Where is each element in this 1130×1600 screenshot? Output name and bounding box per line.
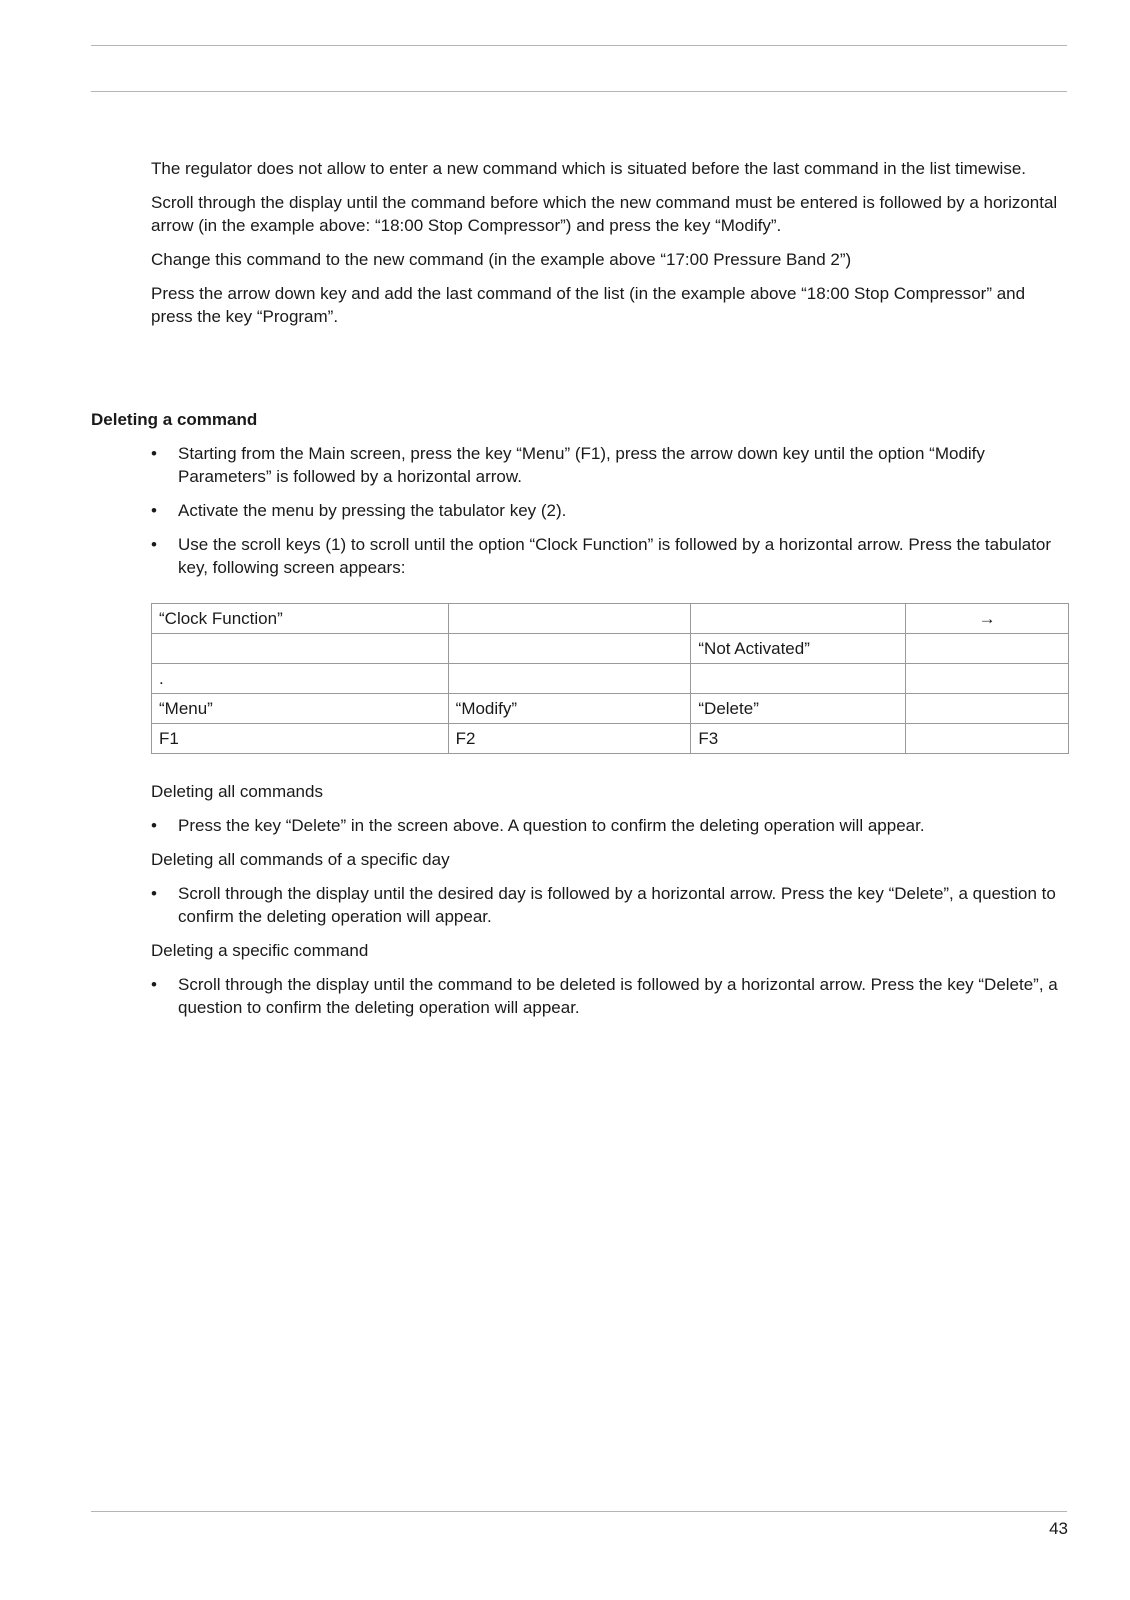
bullet-icon: •: [151, 975, 157, 994]
bullet-list: [151, 973, 1069, 1019]
table-cell: “Menu”: [152, 694, 449, 724]
table-row: [152, 604, 1069, 634]
page-number: 43: [1049, 1519, 1068, 1538]
subheading-delete-all: Deleting all commands: [151, 782, 323, 801]
table-row: [152, 634, 1069, 664]
intro-paragraph: Press the arrow down key and add the last command of the list (in the example above “18:00 Stop Compressor” and press the key “Program”.: [151, 284, 1026, 326]
table-cell: [691, 664, 906, 694]
delete-steps: [151, 442, 1069, 590]
intro-paragraph: Change this command to the new command (in the example above “17:00 Pressure Band 2”): [151, 250, 852, 269]
table-cell: .: [152, 664, 449, 694]
subheading-delete-specific: Deleting a specific command: [151, 941, 369, 960]
bullet-icon: •: [151, 816, 157, 835]
table-cell: [448, 634, 691, 664]
table-cell: [906, 694, 1069, 724]
table-cell: [906, 664, 1069, 694]
bullet-list: [151, 442, 1069, 579]
table-cell: “Modify”: [448, 694, 691, 724]
list-item: [151, 973, 1069, 1019]
list-item: [151, 499, 1069, 522]
subheading-delete-day: Deleting all commands of a specific day: [151, 850, 450, 869]
bullet-icon: •: [151, 535, 157, 554]
list-item-text: Activate the menu by pressing the tabulator key (2).: [178, 501, 567, 520]
list-item: [151, 533, 1069, 579]
list-item-text: Use the scroll keys (1) to scroll until the option “Clock Function” is followed by a horizontal arrow. Press the tabulator key, following screen appears:: [178, 535, 1052, 577]
table-cell: [448, 604, 691, 634]
table-cell: [906, 634, 1069, 664]
list-item: [151, 442, 1069, 488]
intro-section: [151, 157, 1069, 339]
bullet-icon: •: [151, 444, 157, 463]
intro-paragraph: Scroll through the display until the command before which the new command must be entered is followed by a horizontal arrow (in the example above: “18:00 Stop Compressor”) and press the key “Modify”.: [151, 193, 1058, 235]
right-arrow-icon: →: [906, 604, 1069, 634]
table-cell: F2: [448, 724, 691, 754]
list-item-text: Scroll through the display until the desired day is followed by a horizontal arrow. Press the key “Delete”, a question to confirm the deleting operation will appear.: [178, 884, 1056, 926]
list-item: [151, 814, 1069, 837]
bullet-list: [151, 814, 1069, 837]
table-row: [152, 664, 1069, 694]
table-row: [152, 724, 1069, 754]
header-rule-bottom: [91, 91, 1067, 92]
list-item-text: Press the key “Delete” in the screen above. A question to confirm the deleting operation will appear.: [178, 816, 925, 835]
table-cell: F3: [691, 724, 906, 754]
table-cell: [152, 634, 449, 664]
delete-options: [151, 780, 1069, 1030]
section-heading: Deleting a command: [91, 410, 258, 429]
table-cell: [906, 724, 1069, 754]
table-cell: “Clock Function”: [152, 604, 449, 634]
bullet-list: [151, 882, 1069, 928]
table-cell: “Delete”: [691, 694, 906, 724]
table-cell: F1: [152, 724, 449, 754]
list-item-text: Scroll through the display until the command to be deleted is followed by a horizontal arrow. Press the key “Delete”, a question to confirm the deleting operation will appear.: [178, 975, 1058, 1017]
list-item-text: Starting from the Main screen, press the key “Menu” (F1), press the arrow down key until the option “Modify Parameters” is followed by a horizontal arrow.: [178, 444, 985, 486]
intro-paragraph: The regulator does not allow to enter a new command which is situated before the last command in the list timewise.: [151, 159, 1026, 178]
header-rule-top: [91, 45, 1067, 46]
bullet-icon: •: [151, 501, 157, 520]
table-cell: “Not Activated”: [691, 634, 906, 664]
table-cell: [691, 604, 906, 634]
list-item: [151, 882, 1069, 928]
clock-function-screen-table: [151, 603, 1069, 754]
footer-rule: [91, 1511, 1067, 1512]
table-row: [152, 694, 1069, 724]
bullet-icon: •: [151, 884, 157, 903]
table-cell: [448, 664, 691, 694]
